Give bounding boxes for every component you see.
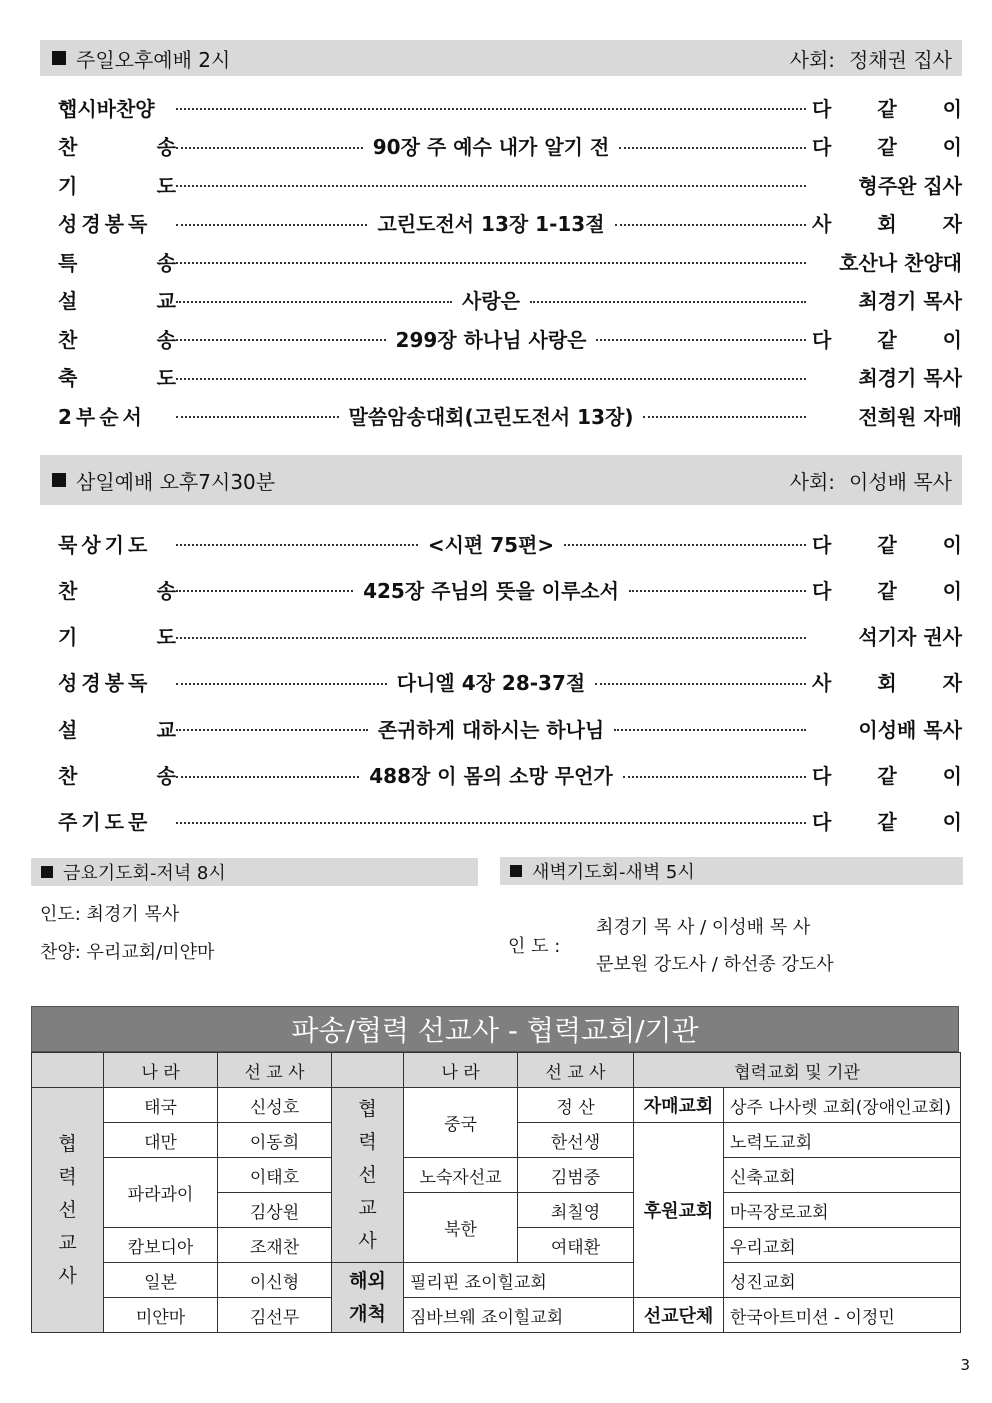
order-row — [58, 323, 962, 353]
order-content-text: 90장 주 예수 내가 알기 전 — [372, 135, 610, 159]
order-person — [812, 93, 962, 122]
overseas-church-cell: 필리핀 죠이힐교회 — [404, 1263, 634, 1298]
group1-label-text — [32, 1128, 103, 1293]
order-label — [58, 806, 176, 835]
order-person-text: 최경기 목사 — [858, 366, 962, 390]
order-label-text: 기 도 — [58, 173, 176, 198]
header-missionary: 선 교 사 — [218, 1053, 332, 1088]
overseas-label-text — [332, 1265, 403, 1331]
missionary-cell: 이동희 — [218, 1123, 332, 1158]
order-label — [58, 170, 176, 199]
order-row — [58, 806, 962, 836]
order-person-text: 최경기 목사 — [858, 289, 962, 313]
vertical-char: 선 — [58, 1198, 77, 1221]
order-person — [812, 362, 962, 391]
order-content — [176, 401, 806, 430]
service2-header — [40, 455, 962, 505]
category-mission-org: 선교단체 — [634, 1298, 724, 1333]
header-country: 나 라 — [104, 1053, 218, 1088]
square-bullet-icon — [41, 866, 53, 878]
country-cell: 대만 — [104, 1123, 218, 1158]
mission-table-title: 파송/협력 선교사 - 협력교회/기관 — [31, 1006, 959, 1052]
order-label — [58, 401, 176, 430]
service2-host-label: 사회: — [789, 469, 836, 494]
order-person-text: 다 같 이 — [812, 532, 962, 557]
order-person — [812, 529, 962, 558]
dotted-leader — [176, 683, 387, 685]
order-person — [812, 208, 962, 237]
order-person — [812, 170, 962, 199]
order-person-text: 다 같 이 — [812, 96, 962, 121]
dotted-leader — [614, 729, 806, 731]
order-content — [176, 258, 806, 264]
order-row — [58, 528, 962, 558]
order-label — [58, 575, 176, 604]
dawn-leaders-line2: 문보원 강도사 / 하선종 강도사 — [596, 954, 834, 975]
order-row — [58, 574, 962, 604]
order-label-text: 설 교 — [58, 717, 176, 742]
dotted-leader — [629, 590, 806, 592]
order-label — [58, 285, 176, 314]
order-row — [58, 208, 962, 238]
order-content — [176, 667, 806, 696]
square-bullet-icon — [510, 865, 522, 877]
order-person-text: 사 회 자 — [812, 671, 962, 696]
church-cell: 상주 나사렛 교회(장애인교회) — [724, 1088, 961, 1123]
order-label — [58, 667, 176, 696]
missionary-cell: 김선무 — [218, 1298, 332, 1333]
dotted-leader — [623, 776, 806, 778]
order-row — [58, 713, 962, 743]
header-churches: 협력교회 및 기관 — [634, 1053, 961, 1088]
order-person — [812, 247, 962, 276]
dotted-leader — [176, 544, 418, 546]
order-label-text: 주기도문 — [58, 810, 152, 835]
church-cell: 우리교회 — [724, 1228, 961, 1263]
church-cell: 신축교회 — [724, 1158, 961, 1193]
country-cell: 일본 — [104, 1263, 218, 1298]
order-label — [58, 247, 176, 276]
table-row — [32, 1088, 961, 1123]
order-content-text: 299장 하나님 사랑은 — [395, 327, 587, 352]
dotted-leader — [176, 301, 452, 303]
order-person-text: 호산나 찬양대 — [839, 250, 962, 275]
order-person — [812, 621, 962, 650]
group1-label — [32, 1088, 104, 1333]
missionary-cell: 이신형 — [218, 1263, 332, 1298]
vertical-char: 개척 — [349, 1302, 386, 1325]
order-content-text: 말씀암송대회(고린도전서 13장) — [348, 404, 634, 429]
square-bullet-icon — [52, 473, 66, 487]
order-label — [58, 93, 176, 122]
country-cell: 노숙자선교 — [404, 1158, 518, 1193]
service2-title: 삼일예배 오후7시30분 — [76, 469, 276, 494]
table-row — [32, 1158, 961, 1193]
order-person — [812, 575, 962, 604]
order-person-text: 다 같 이 — [812, 135, 962, 159]
order-content — [176, 181, 806, 187]
order-label — [58, 324, 176, 353]
order-person — [812, 806, 962, 835]
friday-prayer-header — [31, 858, 478, 886]
dotted-leader — [619, 147, 806, 149]
square-bullet-icon — [52, 51, 66, 65]
dotted-leader — [176, 822, 806, 824]
missionary-cell: 이태호 — [218, 1158, 332, 1193]
missionary-cell: 여태환 — [518, 1228, 634, 1263]
order-label — [58, 529, 176, 558]
dotted-leader — [176, 185, 806, 187]
vertical-char: 선 — [358, 1163, 377, 1186]
order-row — [58, 285, 962, 315]
dotted-leader — [595, 683, 806, 685]
order-content-text: 다니엘 4장 28-37절 — [396, 671, 586, 696]
dotted-leader — [615, 224, 806, 226]
order-row — [58, 92, 962, 122]
order-label — [58, 621, 176, 650]
order-label-text: 찬 송 — [58, 764, 176, 788]
vertical-char: 해외 — [349, 1269, 386, 1292]
order-content — [176, 285, 806, 314]
group2-label — [332, 1088, 404, 1263]
table-header-row — [32, 1053, 961, 1088]
vertical-char: 력 — [358, 1130, 377, 1153]
order-label-text: 기 도 — [58, 625, 176, 650]
dotted-leader — [176, 262, 806, 264]
missionary-cell: 정 산 — [518, 1088, 634, 1123]
table-row — [32, 1263, 961, 1298]
order-person-text: 이성배 목사 — [858, 717, 962, 742]
order-row — [58, 131, 962, 161]
order-person — [812, 131, 962, 160]
order-label — [58, 131, 176, 160]
service1-header — [40, 40, 962, 76]
country-cell: 미얀마 — [104, 1298, 218, 1333]
dotted-leader — [643, 416, 806, 418]
missionary-cell: 김상원 — [218, 1193, 332, 1228]
order-content — [176, 760, 806, 789]
service1-host-name: 정채권 집사 — [849, 47, 952, 72]
order-person-text: 다 같 이 — [812, 764, 962, 788]
vertical-char: 협 — [358, 1097, 377, 1120]
order-label-text: 축 도 — [58, 366, 176, 390]
overseas-label — [332, 1263, 404, 1333]
dotted-leader — [176, 729, 368, 731]
order-label — [58, 760, 176, 789]
vertical-char: 사 — [358, 1229, 377, 1252]
order-person-text: 형주완 집사 — [858, 173, 962, 198]
friday-praise: 찬양: 우리교회/미얀마 — [40, 942, 215, 963]
order-row — [58, 621, 962, 651]
order-label — [58, 362, 176, 391]
order-content — [176, 374, 806, 380]
vertical-char: 협 — [58, 1132, 77, 1155]
dawn-lead-label: 인 도 : — [508, 936, 561, 957]
header-missionary: 선 교 사 — [518, 1053, 634, 1088]
missionary-cell: 최칠영 — [518, 1193, 634, 1228]
mission-table — [31, 1052, 961, 1333]
order-content — [176, 131, 806, 160]
order-person-text: 다 같 이 — [812, 327, 962, 352]
order-label-text: 찬 송 — [58, 327, 176, 352]
missionary-cell: 한선생 — [518, 1123, 634, 1158]
dotted-leader — [176, 378, 806, 380]
order-content-text: <시편 75편> — [427, 532, 555, 557]
order-row — [58, 169, 962, 199]
order-person — [812, 285, 962, 314]
service1-host-label: 사회: — [789, 47, 836, 72]
country-cell: 중국 — [404, 1088, 518, 1158]
order-label-text: 특 송 — [58, 250, 176, 275]
order-row — [58, 246, 962, 276]
missionary-cell: 신성호 — [218, 1088, 332, 1123]
group2-label-text — [332, 1093, 403, 1258]
overseas-church-cell: 짐바브웨 죠이힐교회 — [404, 1298, 634, 1333]
order-row — [58, 667, 962, 697]
dotted-leader — [176, 224, 367, 226]
country-cell: 북한 — [404, 1193, 518, 1263]
order-label-text: 설 교 — [58, 289, 176, 313]
vertical-char: 교 — [358, 1196, 377, 1219]
order-person — [812, 760, 962, 789]
order-row — [58, 400, 962, 430]
header-empty-cell — [32, 1053, 104, 1088]
vertical-char: 사 — [58, 1264, 77, 1287]
church-cell: 노력도교회 — [724, 1123, 961, 1158]
church-cell: 마곡장로교회 — [724, 1193, 961, 1228]
order-content — [176, 324, 806, 353]
order-person-text: 석기자 권사 — [858, 625, 962, 650]
order-content — [176, 714, 806, 743]
order-person — [812, 324, 962, 353]
service1-host — [790, 44, 952, 73]
page-number: 3 — [960, 1356, 970, 1374]
missionary-cell: 조재찬 — [218, 1228, 332, 1263]
dotted-leader — [176, 416, 339, 418]
order-person-text: 전희원 자매 — [858, 404, 962, 429]
order-content-text: 고린도전서 13장 1-13절 — [377, 212, 605, 236]
order-label-text: 2부순서 — [58, 404, 146, 429]
order-content — [176, 104, 806, 110]
order-person-text: 다 같 이 — [812, 578, 962, 603]
order-row — [58, 760, 962, 790]
order-content — [176, 575, 806, 604]
dotted-leader — [176, 590, 353, 592]
order-person — [812, 714, 962, 743]
order-person-text: 사 회 자 — [812, 212, 962, 236]
order-row — [58, 362, 962, 392]
order-content — [176, 529, 806, 558]
order-content — [176, 818, 806, 824]
order-label-text: 묵상기도 — [58, 532, 152, 557]
order-content-text: 488장 이 몸의 소망 무언가 — [369, 764, 613, 788]
dotted-leader — [176, 147, 363, 149]
order-person — [812, 667, 962, 696]
dotted-leader — [596, 339, 806, 341]
dotted-leader — [176, 637, 806, 639]
dotted-leader — [176, 108, 806, 110]
friday-lead: 인도: 최경기 목사 — [40, 904, 180, 925]
order-label — [58, 208, 176, 237]
order-person — [812, 401, 962, 430]
order-label-text: 성경봉독 — [58, 671, 152, 696]
dotted-leader — [176, 776, 359, 778]
order-person-text: 다 같 이 — [812, 810, 962, 835]
order-content-text: 사랑은 — [462, 289, 520, 313]
vertical-char: 력 — [58, 1165, 77, 1188]
category-sister-church: 자매교회 — [634, 1088, 724, 1123]
order-content-text: 존귀하게 대하시는 하나님 — [377, 717, 605, 742]
order-content — [176, 208, 806, 237]
country-cell: 캄보디아 — [104, 1228, 218, 1263]
country-cell: 파라과이 — [104, 1158, 218, 1228]
church-cell: 성진교회 — [724, 1263, 961, 1298]
service1-title-group — [52, 44, 230, 73]
dawn-prayer-title: 새벽기도회-새벽 5시 — [532, 862, 695, 883]
category-support-church: 후원교회 — [634, 1123, 724, 1298]
order-content-text: 425장 주님의 뜻을 이루소서 — [363, 578, 619, 603]
order-label — [58, 714, 176, 743]
country-cell: 태국 — [104, 1088, 218, 1123]
friday-prayer-title: 금요기도회-저녁 8시 — [63, 863, 226, 884]
order-label-text: 찬 송 — [58, 135, 176, 159]
service1-title: 주일오후예배 2시 — [76, 47, 231, 72]
dotted-leader — [564, 544, 806, 546]
dotted-leader — [176, 339, 386, 341]
order-content — [176, 633, 806, 639]
service2-title-group — [52, 466, 275, 495]
vertical-char: 교 — [58, 1231, 77, 1254]
header-empty-cell — [332, 1053, 404, 1088]
header-country: 나 라 — [404, 1053, 518, 1088]
service2-host — [790, 466, 952, 495]
order-label-text: 햅시바찬양 — [58, 96, 155, 121]
missionary-cell: 김범중 — [518, 1158, 634, 1193]
dotted-leader — [530, 301, 806, 303]
service2-host-name: 이성배 목사 — [849, 469, 952, 494]
church-cell: 한국아트미션 - 이정민 — [724, 1298, 961, 1333]
dawn-prayer-header — [500, 857, 963, 885]
dawn-leaders-line1: 최경기 목 사 / 이성배 목 사 — [596, 917, 811, 938]
table-row — [32, 1298, 961, 1333]
order-label-text: 성경봉독 — [58, 212, 152, 236]
order-label-text: 찬 송 — [58, 578, 176, 603]
